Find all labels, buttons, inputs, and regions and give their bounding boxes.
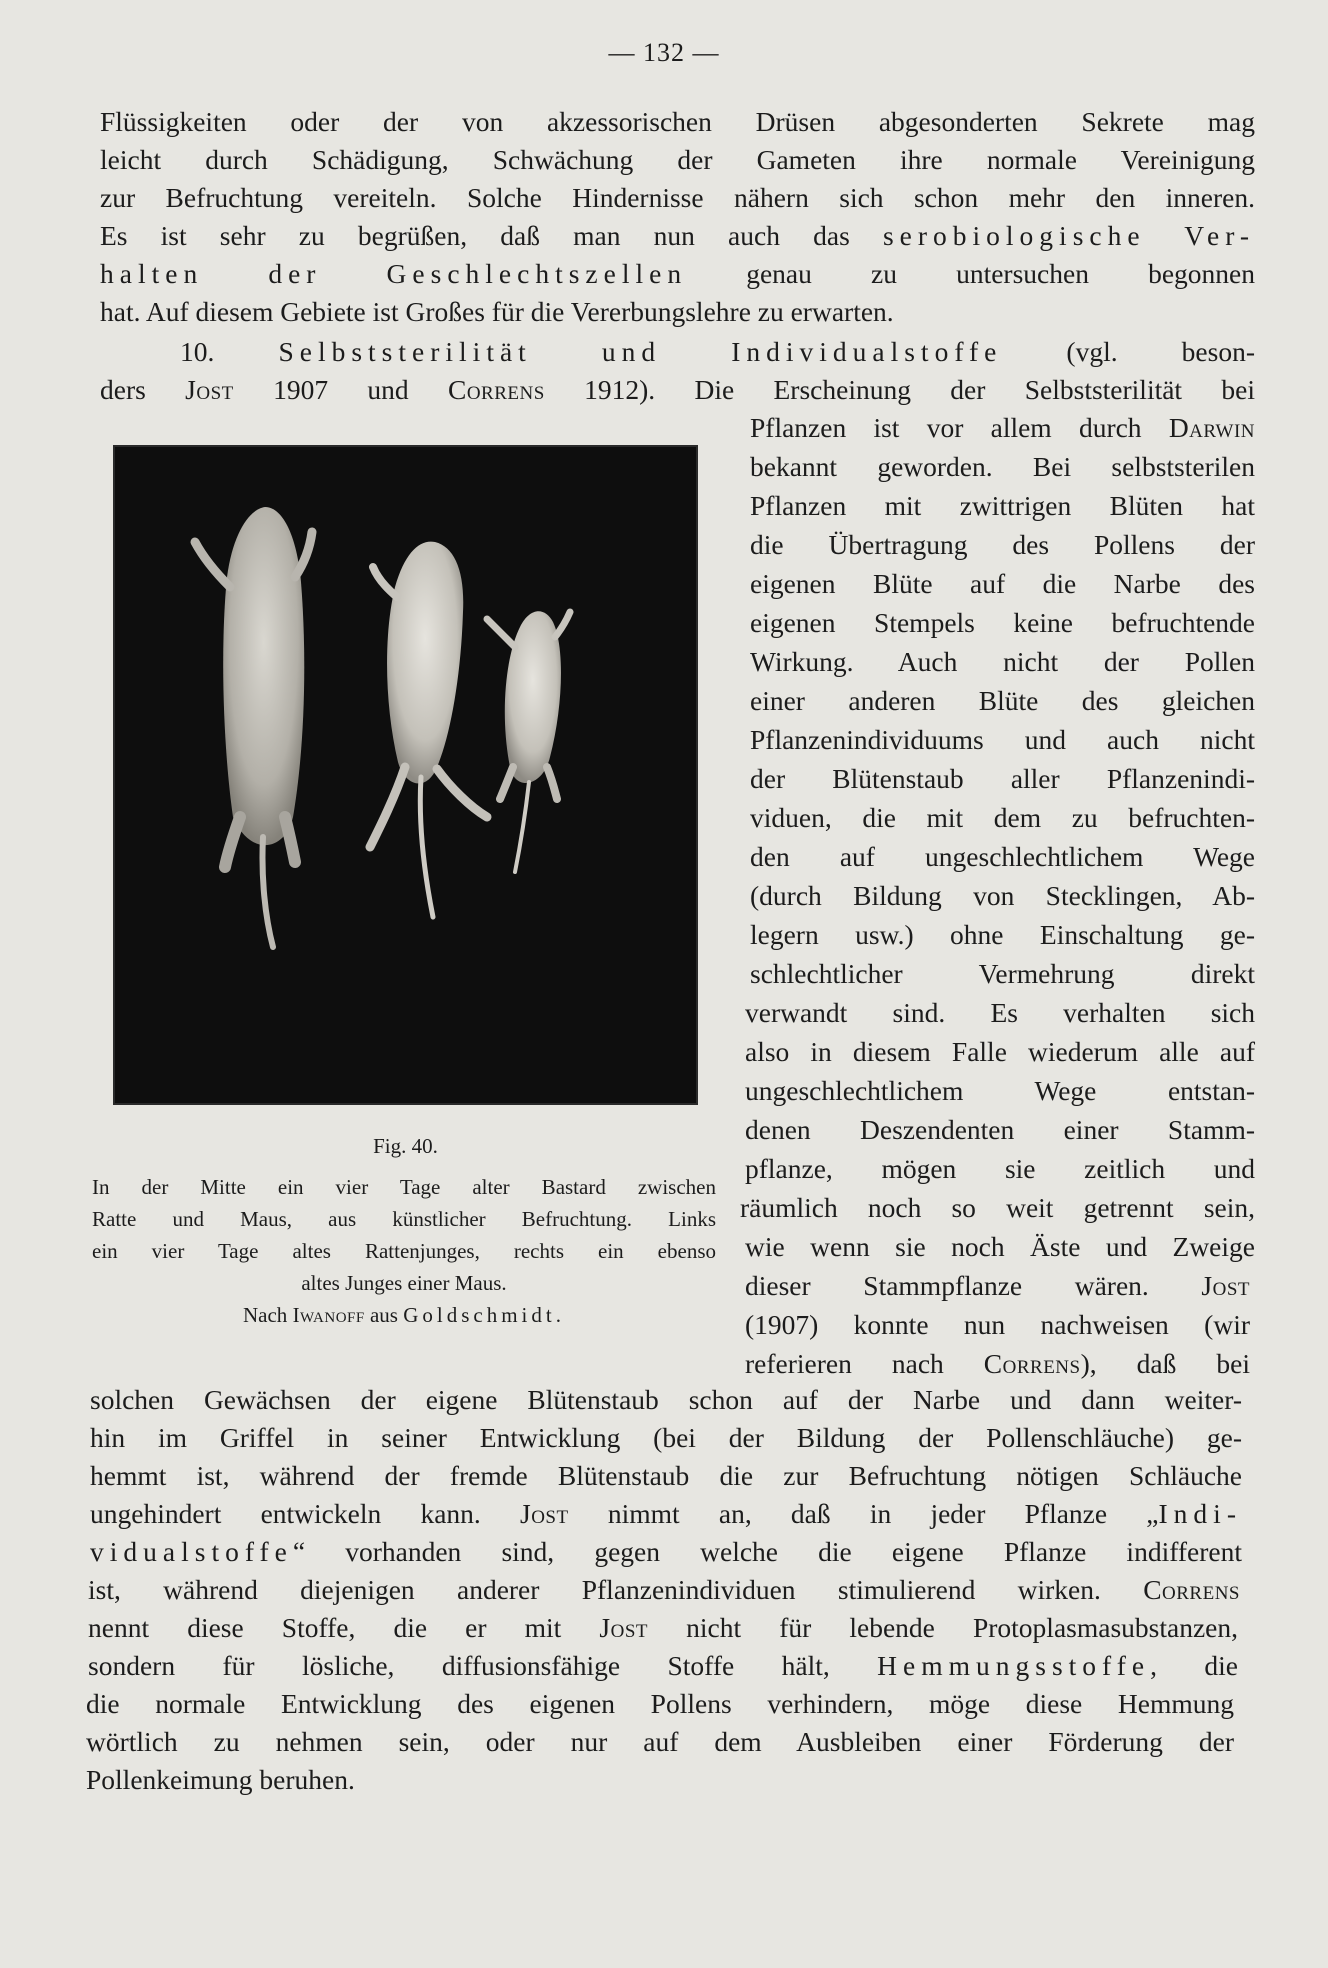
text-line: eigenen Blüte auf die Narbe des [750, 568, 1255, 599]
text-line: legern usw.) ohne Einschaltung ge- [750, 919, 1255, 950]
text-line: schlechtlicher Vermehrung direkt [750, 958, 1255, 989]
spaced-emphasis: halten der Geschlechtszellen [100, 258, 688, 289]
text-line: hemmt ist, während der fremde Blütenstaub die zur Befruchtung nötigen Schläuche [90, 1460, 1242, 1491]
text-line: Wirkung. Auch nicht der Pollen [750, 646, 1255, 677]
author-name: Correns [447, 374, 545, 405]
figure-caption-line: Ratte und Maus, aus künstlicher Befruchtung. Links [92, 1207, 716, 1231]
text-line: Pflanzenindividuums und auch nicht [750, 724, 1255, 755]
text-line: Es ist sehr zu begrüßen, daß man nun auch das serobiologische Ver- [100, 220, 1256, 251]
section-heading-line: 10. Selbststerilität und Individualstoffe (vgl. beson- [180, 336, 1255, 367]
figure-label: Fig. 40. [373, 1134, 438, 1158]
text-line: pflanze, mögen sie zeitlich und [745, 1153, 1255, 1184]
section-number: 10. [180, 336, 215, 367]
text-line: ungehindert entwickeln kann. Jost nimmt an, daß in jeder Pflanze „Indi- [90, 1498, 1242, 1529]
spaced-emphasis: Hemmungsstoffe [877, 1650, 1151, 1681]
figure-photo [113, 445, 698, 1105]
author-name: Jost [599, 1612, 649, 1643]
text-line: denen Deszendenten einer Stamm- [745, 1114, 1255, 1145]
author-name: Iwanoff [292, 1303, 365, 1327]
figure-caption-line: ein vier Tage altes Rattenjunges, rechts ein ebenso [92, 1239, 716, 1263]
hybrid-pup [370, 542, 487, 917]
text-line: nennt diese Stoffe, die er mit Jost nicht für lebende Protoplasmasubstanzen, [88, 1612, 1238, 1643]
text-line: die normale Entwicklung des eigenen Pollens verhindern, möge diese Hemmung [86, 1688, 1234, 1719]
text-line: also in diesem Falle wiederum alle auf [745, 1036, 1255, 1067]
mice-photo-illustration [115, 447, 696, 1103]
spaced-emphasis: Indi- [1158, 1498, 1242, 1529]
author-name: Correns [1143, 1574, 1240, 1605]
text-line: die Übertragung des Pollens der [750, 529, 1255, 560]
rat-pup [195, 507, 312, 947]
text-line: viduen, die mit dem zu befruchten- [750, 802, 1255, 833]
figure-caption-line: altes Junges einer Maus. [301, 1271, 507, 1295]
author-name: Darwin [1168, 412, 1255, 443]
author-name: Jost [185, 374, 234, 405]
spaced-emphasis: vidualstoffe [90, 1536, 293, 1567]
text-line: wörtlich zu nehmen sein, oder nur auf dem Ausbleiben einer Förderung der [86, 1726, 1234, 1757]
text-line: hin im Griffel in seiner Entwicklung (bei der Bildung der Pollenschläuche) ge- [90, 1422, 1242, 1453]
text-line: der Blütenstaub aller Pflanzenindi- [750, 763, 1255, 794]
text-line: referieren nach Correns), daß bei [745, 1348, 1250, 1379]
text-line: Pflanzen mit zwittrigen Blüten hat [750, 490, 1255, 521]
text-line: Pollenkeimung beruhen. [86, 1764, 355, 1795]
text-line: verwandt sind. Es verhalten sich [745, 997, 1255, 1028]
text-line: Pflanzen ist vor allem durch Darwin [750, 412, 1255, 443]
text-line: eigenen Stempels keine befruchtende [750, 607, 1255, 638]
text-line: solchen Gewächsen der eigene Blütenstaub schon auf der Narbe und dann weiter- [90, 1384, 1242, 1415]
text-line: zur Befruchtung vereiteln. Solche Hindernisse nähern sich schon mehr den inneren. [100, 182, 1255, 213]
text-line: Flüssigkeiten oder der von akzessorischen Drüsen abgesonderten Sekrete mag [100, 106, 1255, 137]
mouse-pup [487, 611, 570, 872]
text-line: hat. Auf diesem Gebiete ist Großes für die Vererbungslehre zu erwarten. [100, 296, 894, 327]
text-line: ungeschlechtlichem Wege entstan- [745, 1075, 1255, 1106]
text-line: ders Jost 1907 und Correns 1912). Die Erscheinung der Selbststerilität bei [100, 374, 1255, 405]
spaced-emphasis: serobiologische Ver- [882, 220, 1256, 251]
text-line: (1907) konnte nun nachweisen (wir [745, 1309, 1250, 1340]
text-line: wie wenn sie noch Äste und Zweige [745, 1231, 1255, 1262]
text-line: halten der Geschlechtszellen genau zu untersuchen begonnen [100, 258, 1255, 289]
text-line: dieser Stammpflanze wären. Jost [745, 1270, 1250, 1301]
author-name: Jost [1201, 1270, 1250, 1301]
spaced-emphasis: Goldschmidt. [403, 1303, 565, 1327]
text-line: ist, während diejenigen anderer Pflanzenindividuen stimulierend wirken. Correns [88, 1574, 1240, 1605]
author-name: Correns [983, 1348, 1081, 1379]
text-line: leicht durch Schädigung, Schwächung der Gameten ihre normale Vereinigung [100, 144, 1255, 175]
text-line: vidualstoffe“ vorhanden sind, gegen welche die eigene Pflanze indifferent [90, 1536, 1242, 1567]
text-line: bekannt geworden. Bei selbststerilen [750, 451, 1255, 482]
text-line: (durch Bildung von Stecklingen, Ab- [750, 880, 1255, 911]
author-name: Jost [520, 1498, 569, 1529]
section-title: Selbststerilität und Individualstoffe [278, 336, 1003, 367]
text-line: sondern für lösliche, diffusionsfähige Stoffe hält, Hemmungsstoffe, die [88, 1650, 1238, 1681]
page-number: — 132 — [608, 38, 720, 67]
text-line: einer anderen Blüte des gleichen [750, 685, 1255, 716]
figure-caption-line: In der Mitte ein vier Tage alter Bastard zwischen [92, 1175, 716, 1199]
text-line: räumlich noch so weit getrennt sein, [740, 1192, 1255, 1223]
figure-source: Nach Iwanoff aus Goldschmidt. [243, 1303, 565, 1327]
text-line: den auf ungeschlechtlichem Wege [750, 841, 1255, 872]
